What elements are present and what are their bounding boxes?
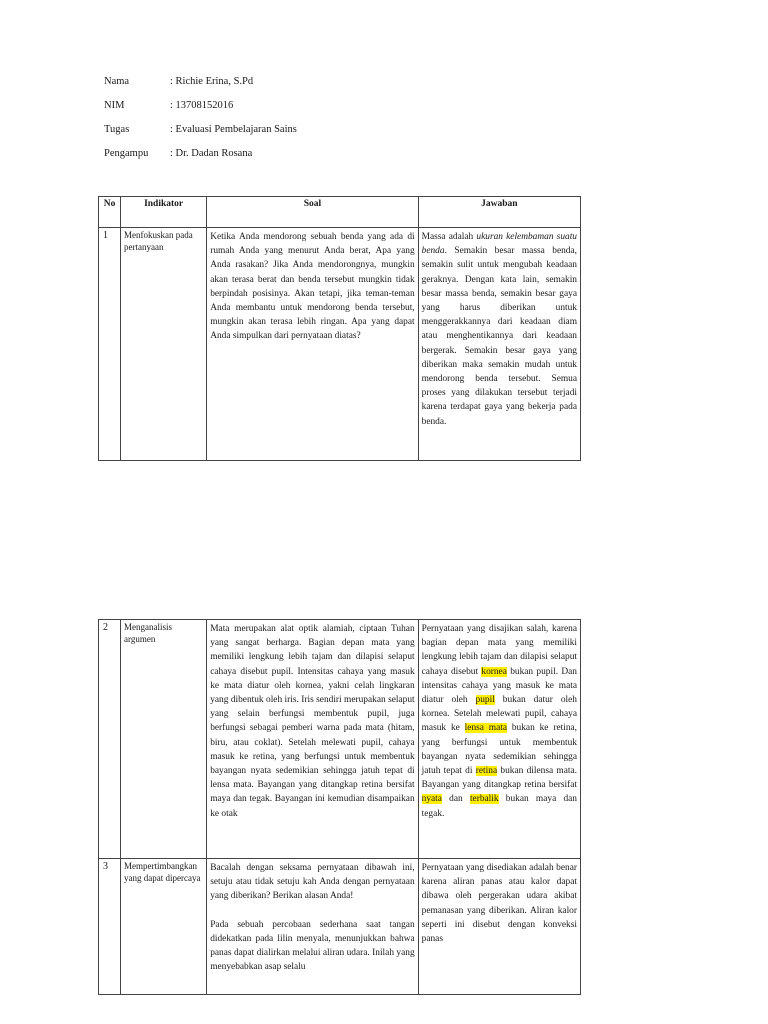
nim-label: NIM xyxy=(104,100,125,111)
nama-label: Nama xyxy=(104,76,130,87)
row-number: 3 xyxy=(99,859,121,995)
jawaban-part: Pernyataan yang disajikan salah, karena bagian depan mata yang memiliki lengkung lebih tajam dan dilapisi selaput cahaya disebut xyxy=(421,624,577,677)
table-header-row xyxy=(99,197,581,228)
table-row xyxy=(99,228,581,461)
row-soal xyxy=(207,859,418,995)
highlight-lensa-mata: lensa mata xyxy=(464,723,508,734)
row-indikator: Menfokuskan pada pertanyaan xyxy=(121,228,207,461)
info-row-nama xyxy=(104,76,297,100)
header-jawaban: Jawaban xyxy=(418,197,580,228)
jawaban-part: bukan maya dan tegak. xyxy=(421,794,577,819)
table-row xyxy=(99,620,581,859)
row-jawaban: Pernyataan yang disediakan adalah benar karena aliran panas atau kalor dapat dibawa oleh pergerakan udara akibat pemanasan yang diberikan. Aliran kalor seperti ini disebut dengan konveksi panas xyxy=(418,859,580,995)
tugas-label: Tugas xyxy=(104,124,130,135)
info-row-pengampu xyxy=(104,148,297,172)
row-soal: Mata merupakan alat optik alamiah, ciptaan Tuhan yang sangat berharga. Bagian depan mata yang memiliki lengkung lebih tajam dan dilapisi selaput cahaya disebut pupil. Intensitas cahaya yang masuk ke mata diatur oleh kornea, yakni celah lingkaran yang dibentuk oleh iris. Iris sendiri merupakan selaput yang selain berfungsi membentuk pupil, juga berfungsi sebagai pemberi warna pada mata (hitam, biru, atau coklat). Setelah melewati pupil, cahaya masuk ke retina, yang berfungsi untuk membentuk bayangan nyata sedemikian sehingga jatuh tepat di lensa mata. Bayangan yang ditangkap retina bersifat maya dan tegak. Bayangan ini kemudian disampaikan ke otak xyxy=(207,620,418,859)
highlight-kornea: kornea xyxy=(481,666,507,677)
jawaban-part: bukan ke retina, yang berfungsi untuk membentuk bayangan nyata sedemikian sehingga jatuh tepat di xyxy=(421,723,578,777)
jawaban-part: dan xyxy=(441,794,470,805)
student-info xyxy=(104,76,297,172)
header-soal: Soal xyxy=(207,197,418,228)
row-number: 1 xyxy=(99,228,121,461)
header-indikator: Indikator xyxy=(121,197,207,228)
question-table-2 xyxy=(98,619,581,995)
soal-paragraph-2: Pada sebuah percobaan sederhana saat tangan didekatkan pada lilin menyala, menunjukkan bahwa panas dapat dialirkan melalui aliran udara. Inilah yang menyebabkan asap selalu xyxy=(210,919,415,973)
jawaban-italic: ukuran kelembaman suatu benda xyxy=(421,232,577,257)
row-jawaban xyxy=(418,620,580,859)
info-row-nim xyxy=(104,100,297,124)
info-row-tugas xyxy=(104,124,297,148)
jawaban-part: Massa adalah xyxy=(421,232,477,242)
table-row xyxy=(99,859,581,995)
nim-value: : 13708152016 xyxy=(170,100,234,111)
row-number: 2 xyxy=(99,620,121,859)
highlight-pupil: pupil xyxy=(475,695,495,706)
soal-paragraph-1: Bacalah dengan seksama pernyataan dibawah ini, setuju atau tidak setuju kah Anda dengan pernyataan yang diberikan? Berikan alasan Anda! xyxy=(210,863,415,902)
jawaban-part: . Semakin besar massa benda, semakin sulit untuk mengubah keadaan geraknya. Dengan kata lain, semakin besar massa benda, semakin besar gaya yang harus diberikan untuk menggerakkannya dari keadaan diam atau menghentikannya dari keadaan bergerak. Semakin besar gaya yang diberikan maka semakin mudah untuk mendorong benda tersebut. Semua proses yang dilakukan tersebut terjadi karena terdapat gaya yang bekerja pada benda. xyxy=(421,246,577,427)
tugas-value: : Evaluasi Pembelajaran Sains xyxy=(170,124,297,135)
jawaban-part: bukan datur oleh kornea. Setelah melewati pupil, cahaya masuk ke xyxy=(421,695,577,734)
highlight-terbalik: terbalik xyxy=(469,794,499,805)
highlight-retina: retina xyxy=(475,766,498,777)
pengampu-value: : Dr. Dadan Rosana xyxy=(170,148,253,159)
row-indikator: Mempertimbangkan yang dapat dipercaya xyxy=(121,859,207,995)
pengampu-label: Pengampu xyxy=(104,148,149,159)
nama-value: : Richie Erina, S.Pd xyxy=(170,76,254,87)
highlight-nyata: nyata xyxy=(421,794,442,805)
header-no: No xyxy=(99,197,121,228)
row-soal: Ketika Anda mendorong sebuah benda yang ada di rumah Anda yang menurut Anda berat, Apa yang Anda rasakan? Jika Anda mendorongnya, mungkin akan terasa berat dan benda tersebut mungkin tidak berpindah posisinya. Akan tetapi, jika teman-teman Anda membantu untuk mendorong benda tersebut, mungkin akan terasa lebih ringan. Apa yang dapat Anda simpulkan dari pernyataan diatas? xyxy=(207,228,418,461)
row-indikator: Menganalisis argumen xyxy=(121,620,207,859)
row-jawaban xyxy=(418,228,580,461)
jawaban-part: bukan pupil. Dan intensitas cahaya yang masuk ke mata diatur oleh xyxy=(421,666,577,706)
question-table-1 xyxy=(98,196,581,461)
jawaban-part: bukan dilensa mata. Bayangan yang ditangkap retina bersifat xyxy=(421,766,577,791)
